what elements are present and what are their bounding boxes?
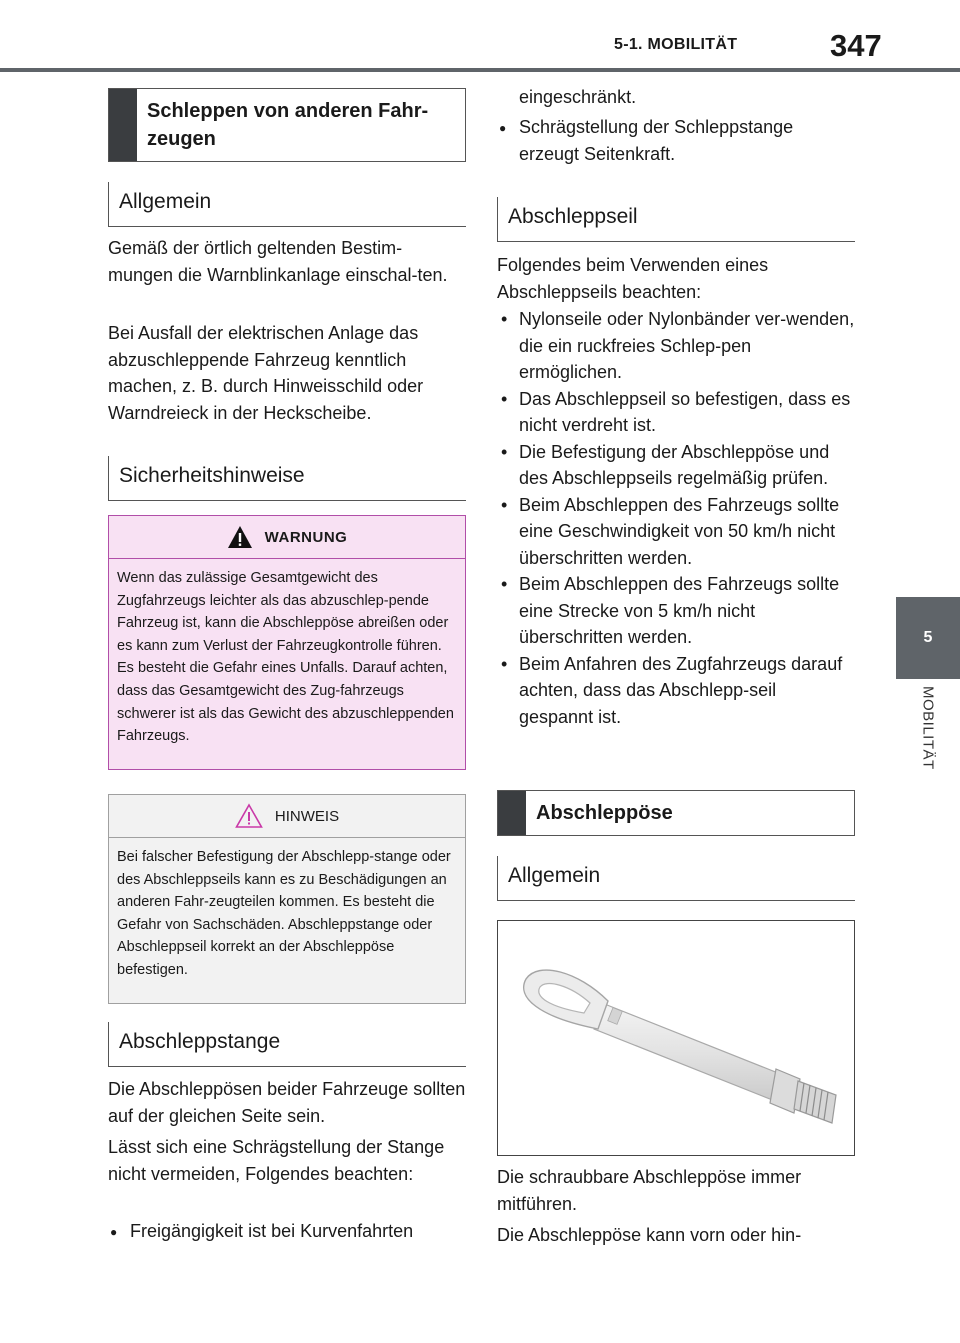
caution-triangle-icon — [235, 803, 263, 829]
warning-label: WARNUNG — [264, 528, 348, 546]
tow-eye-paragraph-2: Die Abschleppöse kann vorn oder hin- — [497, 1225, 802, 1245]
tow-bar-paragraph-2: Lässt sich eine Schrägstellung der Stange nicht vermeiden, Folgendes beachten: — [108, 1137, 445, 1184]
header-rule — [0, 68, 960, 72]
tow-rope-intro: Folgendes beim Verwenden eines Abschleppseils beachten: — [497, 255, 769, 302]
list-item: ● Schrägstellung der Schleppstange erzeugt Seitenkraft. — [497, 114, 855, 167]
chapter-side-label — [896, 686, 960, 796]
list-item: ● Freigängigkeit ist bei Kurvenfahrten — [108, 1218, 466, 1245]
subheading-tow-bar: Abschleppstange — [108, 1022, 466, 1067]
list-item: • Beim Abschleppen des Fahrzeugs sollte eine Strecke von 5 km/h nicht überschritten werden. — [497, 571, 855, 651]
warning-text: Wenn das zulässige Gesamtgewicht des Zugfahrzeugs leichter als das abzuschlep-pende Fahrzeug ist, kann die Abschleppöse abreißen oder es kann zum Verlust der Fahrzeugkontrolle führen. Es besteht die Gefahr eines Unfalls. Darauf achten, dass das Gesamtgewicht des Zug-fahrzeugs schwerer ist als das Gewicht des abzuschleppenden Fahrzeugs. — [117, 570, 454, 745]
list-item: • Beim Abschleppen des Fahrzeugs sollte eine Geschwindigkeit von 50 km/h nicht überschritten werden. — [497, 492, 855, 572]
hint-header — [109, 795, 465, 838]
hint-box — [108, 794, 466, 1004]
page-number: 347 — [830, 28, 882, 63]
subheading-tow-rope: Abschleppseil — [497, 197, 855, 242]
hint-label: HINWEIS — [274, 807, 340, 825]
chapter-tab[interactable] — [896, 597, 960, 679]
list-item: • Nylonseile oder Nylonbänder ver-wenden, die ein ruckfreies Schlep-pen ermöglichen. — [497, 306, 855, 386]
chapter-tab-number: 5 — [923, 629, 933, 646]
tow-eye-figure — [497, 920, 855, 1156]
list-item: • Beim Anfahren des Zugfahrzeugs darauf achten, dass das Abschlepp-seil gespannt ist. — [497, 651, 855, 731]
chapter-side-text: MOBILITÄT — [919, 686, 937, 770]
tow-eye-illustration-icon — [498, 921, 854, 1155]
continued-text: eingeschränkt. — [519, 87, 637, 107]
general-paragraph-1: Gemäß der örtlich geltenden Bestim-mungen die Warnblinkanlage einschal-ten. — [108, 238, 448, 285]
tow-rope-list — [497, 306, 855, 730]
subheading-general: Allgemein — [108, 182, 466, 227]
warning-box — [108, 515, 466, 770]
list-item: • Das Abschleppseil so befestigen, dass es nicht verdreht ist. — [497, 386, 855, 439]
hint-text: Bei falscher Befestigung der Abschlepp-stange oder des Abschleppseils kann es zu Beschädigungen an anderen Fahr-zeugteilen kommen. Es besteht die Gefahr von Sachschäden. Abschleppstange oder Abschleppseil korrekt an der Abschleppöse befestigen. — [117, 849, 451, 978]
subheading-eye-general: Allgemein — [497, 856, 855, 901]
subheading-safety: Sicherheitshinweise — [108, 456, 466, 501]
list-item: • Die Befestigung der Abschleppöse und des Abschleppseils regelmäßig prüfen. — [497, 439, 855, 492]
warning-header — [109, 516, 465, 559]
section-heading-text: Abschleppöse — [536, 802, 673, 824]
section-heading-text: Schleppen von anderen Fahr-zeugen — [147, 100, 429, 150]
tow-bar-paragraph-1: Die Abschleppösen beider Fahrzeuge sollten auf der gleichen Seite sein. — [108, 1079, 466, 1126]
tow-bar-list-left — [108, 1218, 466, 1245]
heading-bar — [498, 791, 526, 835]
tow-eye-paragraph-1: Die schraubbare Abschleppöse immer mitführen. — [497, 1167, 802, 1214]
general-paragraph-2: Bei Ausfall der elektrischen Anlage das abzuschleppende Fahrzeug kenntlich machen, z. B. durch Hinweisschild oder Warndreieck in der Heckscheibe. — [108, 323, 424, 423]
tow-bar-list-right — [497, 114, 855, 167]
chapter-label: 5-1. MOBILITÄT — [614, 36, 738, 53]
section-heading-tow-eye — [497, 790, 855, 836]
warning-triangle-icon — [227, 525, 253, 549]
section-heading-towing-others — [108, 88, 466, 162]
heading-bar — [109, 89, 137, 161]
